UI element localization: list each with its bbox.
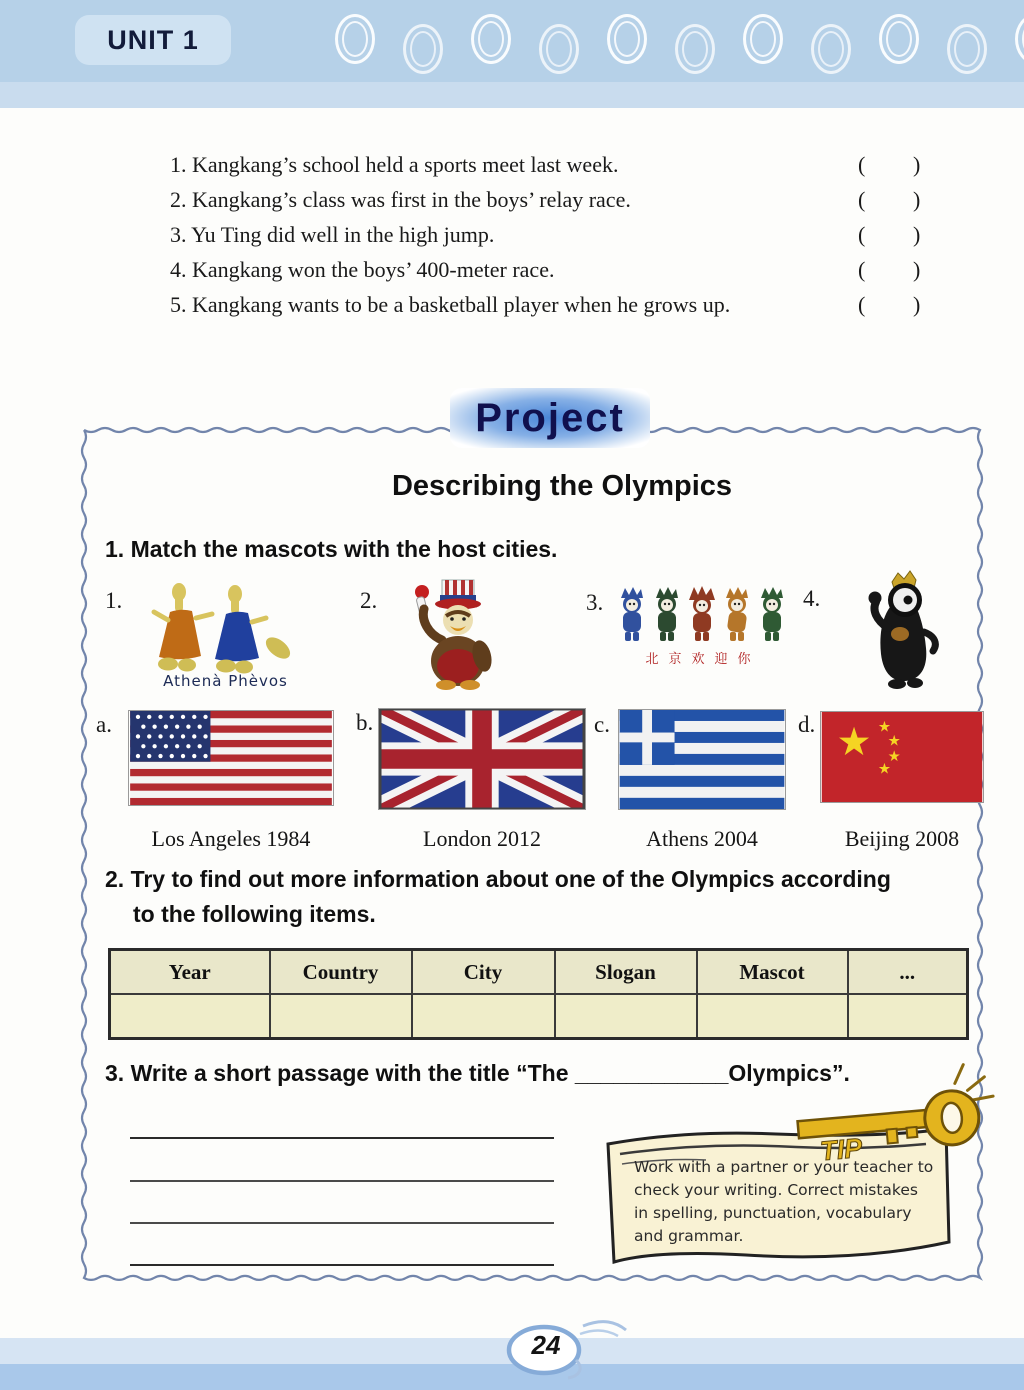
ring-icon [471,14,511,64]
svg-text:★: ★ [887,732,901,750]
table-empty-row [110,994,968,1039]
ring-icon [879,14,919,64]
usa-flag [128,710,334,806]
flag-letter: a. [96,712,112,737]
fuwa-mascots-icon [615,586,787,646]
wenlock-mascot-icon [848,570,953,690]
table-header-cell: Mascot [697,950,848,995]
svg-text:★: ★ [887,747,901,765]
statement-text: 1. Kangkang’s school held a sports meet last week. [170,152,619,177]
task3-heading-start: 3. Write a short passage with the title “The [105,1060,575,1086]
statement-text: 4. Kangkang won the boys’ 400-meter race. [170,257,555,282]
answer-paren-close: ) [913,187,921,212]
flag-caption: Los Angeles 1984 [151,826,311,851]
flag-letter: c. [594,712,610,737]
writing-line [130,1137,554,1139]
statement-row [0,292,1024,324]
greece-flag [618,709,786,810]
table-cell [848,994,968,1039]
mascot-number: 2. [360,588,378,613]
statement-row [0,187,1024,219]
project-subtitle: Describing the Olympics [391,470,733,502]
ring-icon [675,24,715,74]
tip-text: Work with a partner or your teacher to check your writing. Correct mistakes in spelling, punctuation, vocabulary and grammar. [634,1158,934,1245]
ring-decorations [335,14,1024,64]
answer-paren-open: ( [858,222,866,247]
task2-heading-line1: 2. Try to find out more information about one of the Olympics according [105,866,891,892]
mascot-number: 3. [586,590,604,615]
athena-phevos-mascot-icon [138,582,313,674]
statement-text: 3. Yu Ting did well in the high jump. [170,222,495,247]
table-cell [270,994,412,1039]
task3-heading [105,1060,850,1087]
project-title: Project [475,395,625,440]
ring-icon [947,24,987,74]
statement-text: 2. Kangkang’s class was first in the boys’ relay race. [170,187,631,212]
writing-line [130,1180,554,1182]
answer-paren-open: ( [858,292,866,317]
task1-heading: 1. Match the mascots with the host cities. [105,536,558,562]
ring-icon [1015,14,1024,64]
ring-icon [743,14,783,64]
ring-icon [811,24,851,74]
tip-label: TIP [818,1132,864,1167]
flag-caption: London 2012 [423,826,541,851]
table-cell [110,994,270,1039]
flag-caption: Athens 2004 [646,826,758,851]
table-header-cell: Country [270,950,412,995]
unit-label-pill [75,15,231,65]
page-number: 24 [531,1330,561,1360]
answer-paren-close: ) [913,257,921,282]
statement-row [0,222,1024,254]
unit-label: UNIT 1 [107,24,199,55]
answer-paren-close: ) [913,152,921,177]
task2-heading-line2: to the following items. [133,901,376,927]
ring-icon [539,24,579,74]
table-cell [555,994,697,1039]
svg-text:★: ★ [877,718,891,736]
writing-line [130,1264,554,1266]
answer-paren-open: ( [858,152,866,177]
answer-paren-close: ) [913,222,921,247]
table-cell [697,994,848,1039]
olympics-info-table [108,948,969,1040]
flag-letter: b. [356,710,374,735]
mascot3-caption: 北京欢迎你 [645,652,761,667]
statement-row [0,257,1024,289]
answer-paren-open: ( [858,257,866,282]
mascot-number: 1. [105,588,123,613]
key-icon [790,1056,1000,1171]
flag-caption: Beijing 2008 [844,826,960,851]
uk-flag [378,708,586,810]
mascot1-caption: Athenà Phèvos [163,672,288,690]
table-header-cell: ... [848,950,968,995]
ring-icon [607,14,647,64]
svg-text:★: ★ [877,760,891,778]
svg-text:★: ★ [836,720,872,766]
flag-letter: d. [798,712,816,737]
mascot-number: 4. [803,586,821,611]
answer-paren-open: ( [858,187,866,212]
writing-line [130,1222,554,1224]
sam-eagle-mascot-icon [402,576,512,691]
statement-text: 5. Kangkang wants to be a basketball player when he grows up. [170,292,731,317]
china-flag [820,711,984,803]
ring-icon [403,24,443,74]
title-blank: ____________ [574,1060,729,1086]
table-header-cell: Year [110,950,270,995]
answer-paren-close: ) [913,292,921,317]
statement-row [0,152,1024,184]
table-header-cell: City [412,950,555,995]
table-cell [412,994,555,1039]
header-band-strip [0,82,1024,108]
project-title-banner [450,388,650,448]
table-header-cell: Slogan [555,950,697,995]
task3-heading-end: Olympics”. [728,1060,850,1086]
table-header-row [110,950,968,995]
ring-icon [335,14,375,64]
